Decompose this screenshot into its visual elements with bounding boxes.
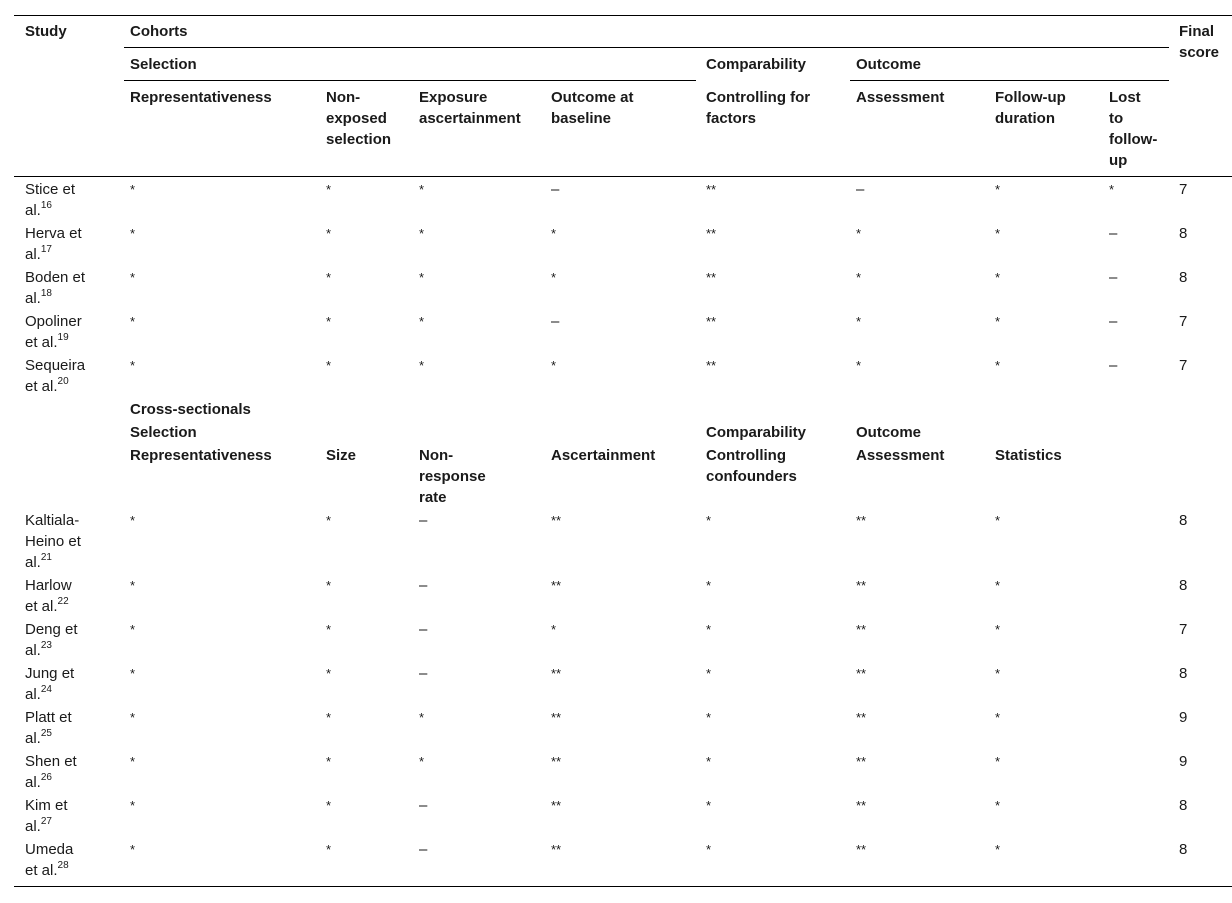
rating-cell: * bbox=[326, 798, 332, 813]
study-name-text: al. bbox=[25, 730, 41, 747]
rating-cell: * bbox=[130, 578, 136, 593]
final-score-cell: 7 bbox=[1179, 181, 1188, 198]
col-lost-3: follow- bbox=[1109, 131, 1158, 148]
reference-superscript: 26 bbox=[40, 772, 52, 783]
rating-cell: – bbox=[419, 577, 428, 594]
study-name-line bbox=[25, 596, 69, 617]
final-score-cell: 8 bbox=[1179, 665, 1188, 682]
study-name-line: Boden et bbox=[25, 269, 86, 286]
reference-superscript: 24 bbox=[40, 684, 52, 695]
rating-cell: * bbox=[326, 358, 332, 373]
rating-cell: * bbox=[419, 314, 425, 329]
reference-superscript: 28 bbox=[57, 860, 69, 871]
rating-cell: * bbox=[995, 842, 1001, 857]
rating-cell: * bbox=[419, 270, 425, 285]
study-name-line bbox=[25, 332, 69, 353]
rating-cell: – bbox=[551, 313, 560, 330]
col-assessment: Assessment bbox=[856, 89, 945, 106]
col-representativeness: Representativeness bbox=[130, 89, 272, 106]
col-followup-2: duration bbox=[995, 110, 1055, 127]
rating-cell: * bbox=[995, 226, 1001, 241]
rating-cell: * bbox=[706, 513, 712, 528]
rating-cell: * bbox=[130, 226, 136, 241]
cross-col-nonresponse-1: Non- bbox=[419, 447, 454, 464]
rating-cell: ** bbox=[551, 666, 562, 681]
study-name-line bbox=[25, 860, 69, 881]
rating-cell: * bbox=[326, 622, 332, 637]
selection-rule bbox=[124, 80, 696, 81]
reference-superscript: 22 bbox=[57, 596, 69, 607]
rating-cell: * bbox=[419, 226, 425, 241]
rating-cell: * bbox=[856, 358, 862, 373]
study-name-line bbox=[25, 640, 52, 661]
rating-cell: * bbox=[706, 798, 712, 813]
comparability-header: Comparability bbox=[706, 56, 807, 73]
rating-cell: * bbox=[130, 358, 136, 373]
rating-cell: – bbox=[856, 181, 865, 198]
rating-cell: * bbox=[326, 666, 332, 681]
final-score-header-2: score bbox=[1179, 44, 1220, 61]
final-score-cell: 9 bbox=[1179, 753, 1188, 770]
rating-cell: * bbox=[326, 314, 332, 329]
rating-cell: * bbox=[130, 710, 136, 725]
rating-cell: ** bbox=[706, 182, 717, 197]
study-name-text: al. bbox=[25, 290, 41, 307]
rating-cell: * bbox=[706, 710, 712, 725]
final-score-cell: 8 bbox=[1179, 512, 1188, 529]
study-name-line: Heino et bbox=[25, 533, 81, 550]
rating-cell: * bbox=[995, 622, 1001, 637]
study-name-text: al. bbox=[25, 202, 41, 219]
rating-cell: * bbox=[706, 754, 712, 769]
rating-cell: – bbox=[419, 665, 428, 682]
rating-cell: * bbox=[995, 182, 1001, 197]
rating-cell: * bbox=[130, 513, 136, 528]
final-score-cell: 7 bbox=[1179, 357, 1188, 374]
final-score-cell: 8 bbox=[1179, 225, 1188, 242]
study-name-line bbox=[25, 816, 52, 837]
study-name-text: et al. bbox=[25, 862, 58, 879]
rating-cell: ** bbox=[856, 578, 867, 593]
cohorts-header: Cohorts bbox=[130, 23, 188, 40]
cohorts-rule bbox=[124, 47, 1169, 48]
rating-cell: ** bbox=[856, 710, 867, 725]
final-score-cell: 8 bbox=[1179, 797, 1188, 814]
rating-cell: – bbox=[419, 841, 428, 858]
rating-cell: ** bbox=[856, 622, 867, 637]
study-name-line bbox=[25, 288, 52, 309]
study-name-text: al. bbox=[25, 246, 41, 263]
col-lost-1: Lost bbox=[1109, 89, 1141, 106]
rating-cell: * bbox=[706, 578, 712, 593]
header-bottom-rule bbox=[14, 176, 1232, 177]
rating-cell: * bbox=[995, 798, 1001, 813]
cross-col-nonresponse-2: response bbox=[419, 468, 486, 485]
rating-cell: – bbox=[1109, 357, 1118, 374]
reference-superscript: 17 bbox=[40, 244, 52, 255]
rating-cell: * bbox=[130, 754, 136, 769]
rating-cell: ** bbox=[551, 710, 562, 725]
cross-title: Cross-sectionals bbox=[130, 401, 251, 418]
rating-cell: ** bbox=[856, 666, 867, 681]
study-name-line: Umeda bbox=[25, 841, 74, 858]
rating-cell: ** bbox=[551, 798, 562, 813]
reference-superscript: 25 bbox=[40, 728, 52, 739]
study-name-text: et al. bbox=[25, 598, 58, 615]
final-score-cell: 8 bbox=[1179, 269, 1188, 286]
rating-cell: * bbox=[1109, 182, 1115, 197]
study-name-text: al. bbox=[25, 554, 41, 571]
study-name-line bbox=[25, 772, 52, 793]
study-name-line bbox=[25, 200, 52, 221]
reference-superscript: 16 bbox=[40, 200, 52, 211]
col-lost-4: up bbox=[1109, 152, 1128, 169]
study-name-line: Jung et bbox=[25, 665, 75, 682]
study-name-line: Shen et bbox=[25, 753, 77, 770]
outcome-header: Outcome bbox=[856, 56, 922, 73]
study-name-line bbox=[25, 376, 69, 397]
rating-cell: * bbox=[995, 578, 1001, 593]
rating-cell: * bbox=[326, 842, 332, 857]
col-controlling-1: Controlling for bbox=[706, 89, 811, 106]
study-name-text: al. bbox=[25, 818, 41, 835]
reference-superscript: 19 bbox=[57, 332, 69, 343]
rating-cell: – bbox=[1109, 269, 1118, 286]
study-name-line: Kaltiala- bbox=[25, 512, 80, 529]
col-lost-2: to bbox=[1109, 110, 1124, 127]
cross-selection: Selection bbox=[130, 424, 197, 441]
study-name-line bbox=[25, 728, 52, 749]
final-score-header-1: Final bbox=[1179, 23, 1215, 40]
rating-cell: – bbox=[419, 797, 428, 814]
col-non-exposed-3: selection bbox=[326, 131, 392, 148]
col-exposure-2: ascertainment bbox=[419, 110, 521, 127]
rating-cell: * bbox=[995, 666, 1001, 681]
study-name-line: Opoliner bbox=[25, 313, 82, 330]
final-score-cell: 8 bbox=[1179, 577, 1188, 594]
study-name-line bbox=[25, 244, 52, 265]
rating-cell: ** bbox=[856, 754, 867, 769]
col-followup-1: Follow-up bbox=[995, 89, 1066, 106]
study-name-line: Stice et bbox=[25, 181, 76, 198]
study-name-line: Herva et bbox=[25, 225, 82, 242]
cross-col-assessment: Assessment bbox=[856, 447, 945, 464]
final-score-cell: 7 bbox=[1179, 313, 1188, 330]
reference-superscript: 21 bbox=[40, 552, 52, 563]
rating-cell: * bbox=[419, 358, 425, 373]
rating-cell: * bbox=[856, 314, 862, 329]
cross-outcome: Outcome bbox=[856, 424, 922, 441]
rating-cell: * bbox=[130, 270, 136, 285]
rating-cell: * bbox=[995, 513, 1001, 528]
study-name-text: al. bbox=[25, 642, 41, 659]
outcome-rule bbox=[850, 80, 1169, 81]
rating-cell: * bbox=[130, 182, 136, 197]
rating-cell: – bbox=[1109, 313, 1118, 330]
rating-cell: * bbox=[326, 270, 332, 285]
rating-cell: – bbox=[1109, 225, 1118, 242]
rating-cell: * bbox=[551, 358, 557, 373]
selection-header: Selection bbox=[130, 56, 197, 73]
rating-cell: * bbox=[130, 314, 136, 329]
rating-cell: * bbox=[419, 182, 425, 197]
reference-superscript: 18 bbox=[40, 288, 52, 299]
study-name-line: Platt et bbox=[25, 709, 72, 726]
study-name-text: et al. bbox=[25, 334, 58, 351]
rating-cell: * bbox=[706, 666, 712, 681]
cross-col-nonresponse-3: rate bbox=[419, 489, 447, 506]
study-name-line: Kim et bbox=[25, 797, 68, 814]
bottom-rule bbox=[14, 886, 1232, 887]
study-header: Study bbox=[25, 23, 67, 40]
rating-cell: ** bbox=[706, 270, 717, 285]
cross-col-representativeness: Representativeness bbox=[130, 447, 272, 464]
rating-cell: * bbox=[326, 226, 332, 241]
cross-col-controlling-1: Controlling bbox=[706, 447, 786, 464]
study-name-line: Deng et bbox=[25, 621, 78, 638]
rating-cell: * bbox=[326, 578, 332, 593]
rating-cell: ** bbox=[551, 513, 562, 528]
rating-cell: * bbox=[130, 842, 136, 857]
rating-cell: * bbox=[551, 270, 557, 285]
reference-superscript: 27 bbox=[40, 816, 52, 827]
rating-cell: ** bbox=[551, 578, 562, 593]
study-name-text: al. bbox=[25, 686, 41, 703]
rating-cell: * bbox=[995, 710, 1001, 725]
rating-cell: – bbox=[419, 512, 428, 529]
rating-cell: * bbox=[130, 666, 136, 681]
rating-cell: – bbox=[419, 621, 428, 638]
rating-cell: ** bbox=[706, 314, 717, 329]
rating-cell: – bbox=[551, 181, 560, 198]
study-name-line bbox=[25, 552, 52, 573]
rating-cell: * bbox=[419, 710, 425, 725]
reference-superscript: 23 bbox=[40, 640, 52, 651]
rating-cell: ** bbox=[856, 513, 867, 528]
cross-col-statistics: Statistics bbox=[995, 447, 1062, 464]
final-score-cell: 9 bbox=[1179, 709, 1188, 726]
rating-cell: ** bbox=[551, 842, 562, 857]
col-non-exposed-1: Non- bbox=[326, 89, 361, 106]
rating-cell: * bbox=[130, 622, 136, 637]
reference-superscript: 20 bbox=[57, 376, 69, 387]
final-score-cell: 8 bbox=[1179, 841, 1188, 858]
rating-cell: * bbox=[706, 622, 712, 637]
rating-cell: * bbox=[995, 270, 1001, 285]
rating-cell: * bbox=[326, 710, 332, 725]
cross-comparability: Comparability bbox=[706, 424, 807, 441]
rating-cell: ** bbox=[856, 798, 867, 813]
study-name-text: al. bbox=[25, 774, 41, 791]
col-controlling-2: factors bbox=[706, 110, 757, 127]
col-outcome-baseline-1: Outcome at bbox=[551, 89, 634, 106]
rating-cell: ** bbox=[856, 842, 867, 857]
rating-cell: * bbox=[856, 226, 862, 241]
rating-cell: * bbox=[706, 842, 712, 857]
rating-cell: * bbox=[551, 226, 557, 241]
rating-cell: ** bbox=[706, 226, 717, 241]
rating-cell: * bbox=[326, 513, 332, 528]
rating-cell: * bbox=[130, 798, 136, 813]
study-name-line: Sequeira bbox=[25, 357, 86, 374]
rating-cell: * bbox=[856, 270, 862, 285]
rating-cell: * bbox=[326, 754, 332, 769]
col-exposure-1: Exposure bbox=[419, 89, 488, 106]
rating-cell: * bbox=[995, 358, 1001, 373]
rating-cell: ** bbox=[706, 358, 717, 373]
col-outcome-baseline-2: baseline bbox=[551, 110, 612, 127]
rating-cell: ** bbox=[551, 754, 562, 769]
top-rule bbox=[14, 15, 1232, 16]
cross-col-ascertainment: Ascertainment bbox=[551, 447, 656, 464]
cross-col-controlling-2: confounders bbox=[706, 468, 797, 485]
rating-cell: * bbox=[995, 754, 1001, 769]
cross-col-size: Size bbox=[326, 447, 357, 464]
rating-cell: * bbox=[551, 622, 557, 637]
study-name-text: et al. bbox=[25, 378, 58, 395]
study-name-line: Harlow bbox=[25, 577, 72, 594]
rating-cell: * bbox=[326, 182, 332, 197]
final-score-cell: 7 bbox=[1179, 621, 1188, 638]
rating-cell: * bbox=[995, 314, 1001, 329]
col-non-exposed-2: exposed bbox=[326, 110, 387, 127]
rating-cell: * bbox=[419, 754, 425, 769]
study-name-line bbox=[25, 684, 52, 705]
